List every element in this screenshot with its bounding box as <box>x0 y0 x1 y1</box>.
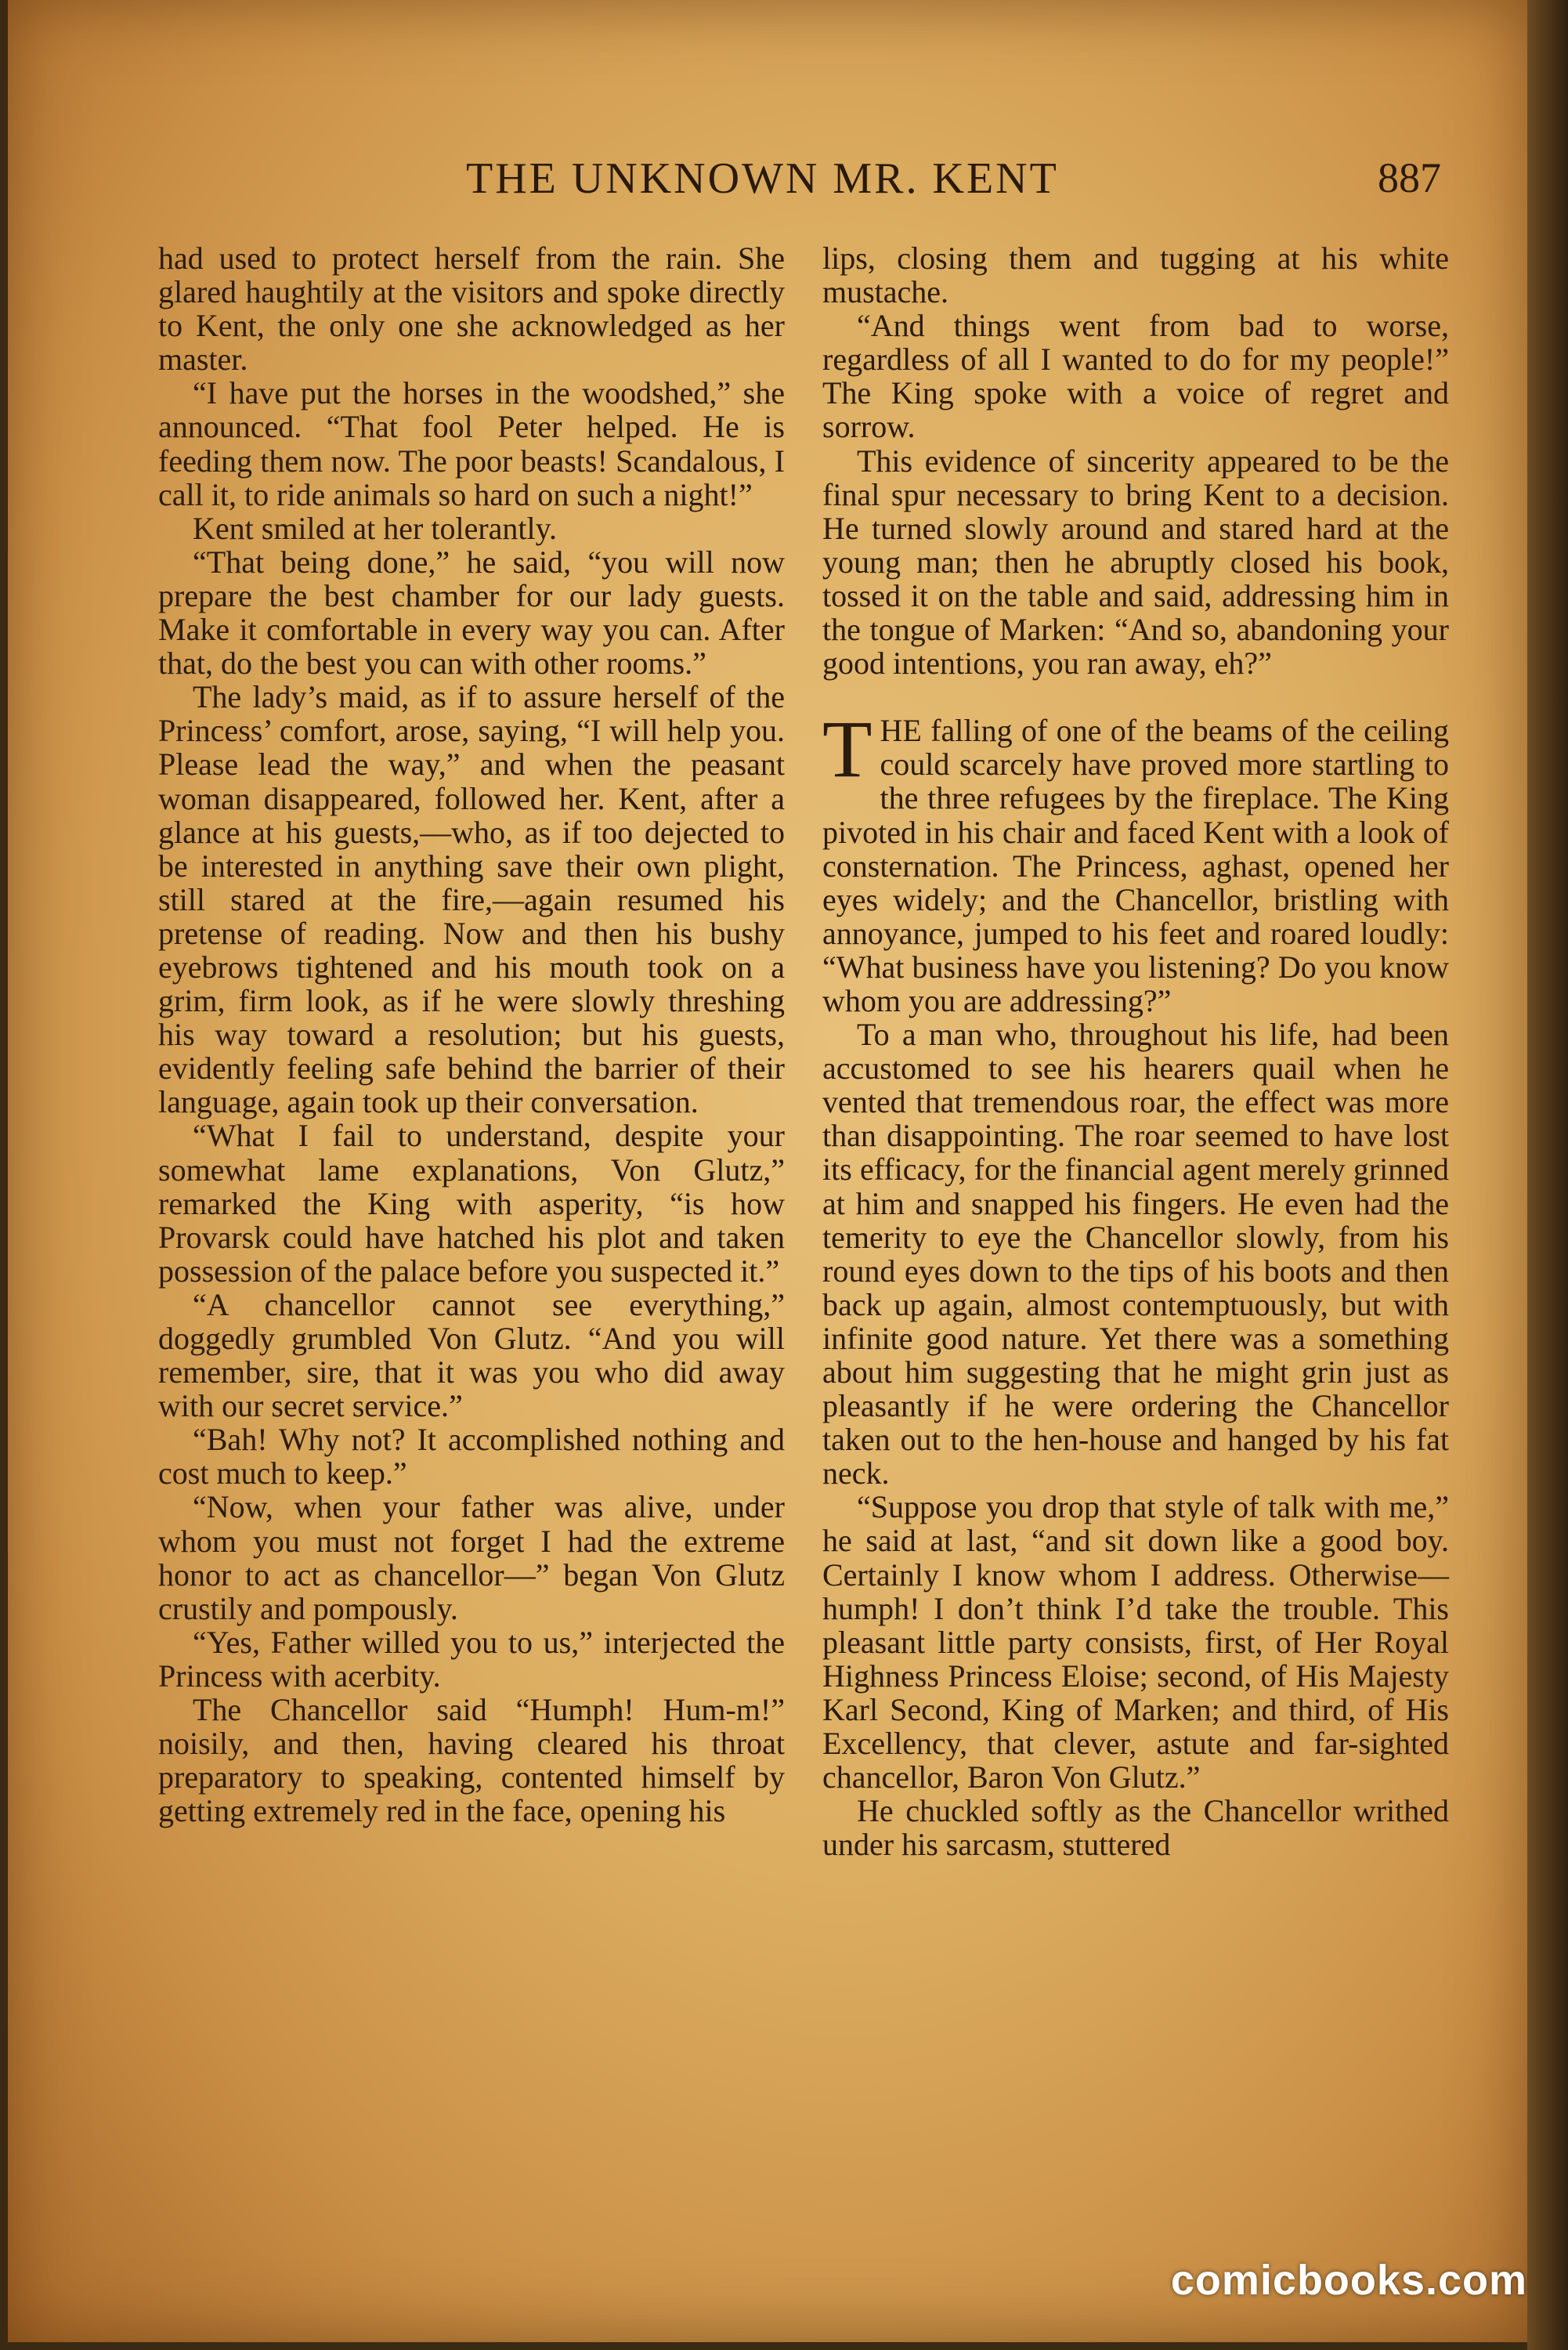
paragraph: “Suppose you drop that style of talk with me,” he said at last, “and sit down like a good boy. Certainly I know whom I address. Otherwise—humph! I don’t think I’d take the trouble. This pleasant little party consists, first, of Her Royal Highness Princess Eloise; second, of His Majesty Karl Second, King of Marken; and third, of His Excellency, that clever, astute and far-sighted chancellor, Baron Von Glutz.” <box>822 1489 1449 1795</box>
paragraph: He chuckled softly as the Chancellor writhed under his sarcasm, stuttered <box>822 1793 1449 1863</box>
paragraph: lips, closing them and tugging at his white mustache. <box>822 240 1449 310</box>
paragraph: “What I fail to understand, despite your somewhat lame explanations, Von Glutz,” remarked the King with asperity, “is how Provarsk could have hatched his plot and taken possession of the palace before you suspected it.” <box>158 1118 785 1289</box>
drop-cap: T <box>822 704 873 795</box>
paragraph: “And things went from bad to worse, regardless of all I wanted to do for my people!” The King spoke with a voice of regret and sorrow. <box>822 308 1449 445</box>
paragraph-text: HE falling of one of the beams of the ceiling could scarcely have proved more startling to the three refugees by the fireplace. The King pivoted in his chair and faced Kent with a look of consternation. The Princess, aghast, opened her eyes widely; and the Chancellor, bristling with annoyance, jumped to his feet and roared loudly: “What business have you listening? Do you know whom you are addressing?” <box>822 713 1449 1018</box>
paragraph: “That being done,” he said, “you will now prepare the best chamber for our lady guests. Make it comfortable in every way you can. After that, do the best you can with other rooms.” <box>158 544 785 682</box>
paragraph: “A chancellor cannot see everything,” doggedly grumbled Von Glutz. “And you will remember, sire, that it was you who did away with our secret service.” <box>158 1286 785 1424</box>
magazine-page <box>8 0 1527 2342</box>
paragraph: The Chancellor said “Humph! Hum-m!” noisily, and then, having cleared his throat preparatory to speaking, contented himself by getting extremely red in the face, opening his <box>158 1692 785 1829</box>
paragraph: “Yes, Father willed you to us,” interjected the Princess with acerbity. <box>158 1624 785 1694</box>
paragraph: The lady’s maid, as if to assure herself of the Princess’ comfort, arose, saying, “I will help you. Please lead the way,” and when the peasant woman disappeared, followed her. Kent, after a glance at his guests,—who, as if too dejected to be interested in anything save their own plight, still stared at the fire,—again resumed his pretense of reading. Now and then his bushy eyebrows tightened and his mouth took on a grim, firm look, as if he were slowly threshing his way toward a resolution; but his guests, evidently feeling safe behind the barrier of their language, again took up their conversation. <box>158 679 785 1120</box>
paragraph: “I have put the horses in the woodshed,” she announced. “That fool Peter helped. He is feeding them now. The poor beasts! Scandalous, I call it, to ride animals so hard on such a night!” <box>158 375 785 512</box>
running-title: THE UNKNOWN MR. KENT <box>466 154 1059 203</box>
paragraph: Kent smiled at her tolerantly. <box>193 510 558 546</box>
paragraph: To a man who, throughout his life, had been accustomed to see his hearers quail when he vented that tremendous roar, the effect was more than disappointing. The roar seemed to have lost its efficacy, for the financial agent merely grinned at him and snapped his fingers. He even had the temerity to eye the Chancellor slowly, from his round eyes down to the tips of his boots and then back up again, almost contemptuously, but with infinite good nature. Yet there was a something about him suggesting that he might grin just as pleasantly if he were ordering the Chancellor taken out to the hen-house and hanged by his fat neck. <box>822 1017 1449 1491</box>
page-number: 887 <box>1378 154 1441 201</box>
paragraph: “Bah! Why not? It accomplished nothing and cost much to keep.” <box>158 1422 785 1491</box>
paragraph: This evidence of sincerity appeared to be the final spur necessary to bring Kent to a decision. He turned slowly around and stared hard at the young man; then he abruptly closed his book, tossed it on the table and said, addressing him in the tongue of Marken: “And so, abandoning your good intentions, you ran away, eh?” <box>822 443 1449 682</box>
book-spine-edge <box>1527 0 1568 2350</box>
paragraph: “Now, when your father was alive, under whom you must not forget I had the extreme honor to act as chancellor—” began Von Glutz crustily and pompously. <box>158 1489 785 1626</box>
watermark: comicbooks.com <box>1170 2257 1527 2304</box>
section-opening-paragraph <box>822 704 1449 1018</box>
left-column <box>158 241 785 1828</box>
right-column <box>822 241 1449 1861</box>
paragraph: had used to protect herself from the rain. She glared haughtily at the visitors and spoke directly to Kent, the only one she acknowledged as her master. <box>158 240 785 378</box>
page-header <box>157 154 1441 208</box>
